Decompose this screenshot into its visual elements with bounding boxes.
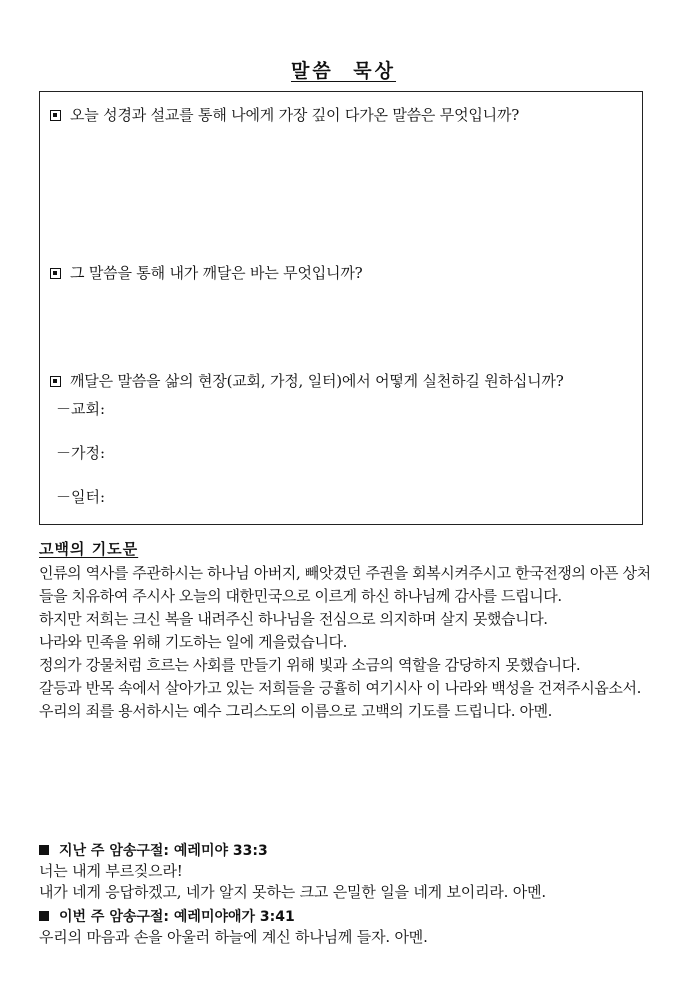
prayer-title: 고백의 기도문 [39,540,139,558]
sub-item-church: －교회: [56,400,106,418]
question-1 [50,104,519,125]
square-bullet-icon [50,110,61,121]
question-3 [50,370,564,391]
sub-item-work: －일터: [56,488,106,506]
square-bullet-icon [50,268,61,279]
prayer-line: 우리의 죄를 용서하시는 예수 그리스도의 이름으로 고백의 기도를 드립니다. 아멘. [39,702,553,720]
memory-verse-label: 이번 주 암송구절: [59,909,170,925]
prayer-body [39,562,664,723]
memory-verse-heading [39,906,428,926]
square-bullet-icon [50,376,61,387]
meditation-question-box [39,91,643,525]
sub-item-home: －가정: [56,444,106,462]
memory-verse-line: 우리의 마음과 손을 아울러 하늘에 계신 하나님께 들자. 아멘. [39,928,428,946]
question-text: 그 말씀을 통해 내가 깨달은 바는 무엇입니까? [70,264,363,282]
prayer-line: 나라와 민족을 위해 기도하는 일에 게을렀습니다. [39,633,348,651]
memory-verse-ref: 예레미야 33:3 [173,843,268,859]
page-title: 말씀 묵상 [290,60,397,82]
this-week-memory-verse [39,906,428,947]
prayer-line: 정의가 강물처럼 흐르는 사회를 만들기 위해 빛과 소금의 역할을 감당하지 못했습니다. [39,656,581,674]
memory-verse-heading [39,840,546,860]
memory-verse-line: 내가 네게 응답하겠고, 네가 알지 못하는 크고 은밀한 일을 네게 보이리라. 아멘. [39,883,546,901]
square-bullet-icon [39,845,49,855]
prayer-line: 인류의 역사를 주관하시는 하나님 아버지, 빼앗겼던 주권을 회복시켜주시고 한국전쟁의 아픈 상처 [39,564,651,582]
square-bullet-icon [39,911,49,921]
last-week-memory-verse [39,840,546,902]
question-text: 오늘 성경과 설교를 통해 나에게 가장 깊이 다가온 말씀은 무엇입니까? [70,106,520,124]
prayer-line: 갈등과 반목 속에서 살아가고 있는 저희들을 긍휼히 여기시사 이 나라와 백성을 건져주시옵소서. [39,679,641,697]
prayer-line: 들을 치유하여 주시사 오늘의 대한민국으로 이르게 하신 하나님께 감사를 드립니다. [39,587,562,605]
memory-verse-line: 너는 내게 부르짖으라! [39,862,183,880]
question-2 [50,262,362,283]
question-text: 깨달은 말씀을 삶의 현장(교회, 가정, 일터)에서 어떻게 실천하길 원하십니까? [70,372,564,390]
memory-verse-label: 지난 주 암송구절: [59,843,170,859]
prayer-line: 하지만 저희는 크신 복을 내려주신 하나님을 전심으로 의지하며 살지 못했습니다. [39,610,548,628]
memory-verse-ref: 예레미야애가 3:41 [173,909,295,925]
